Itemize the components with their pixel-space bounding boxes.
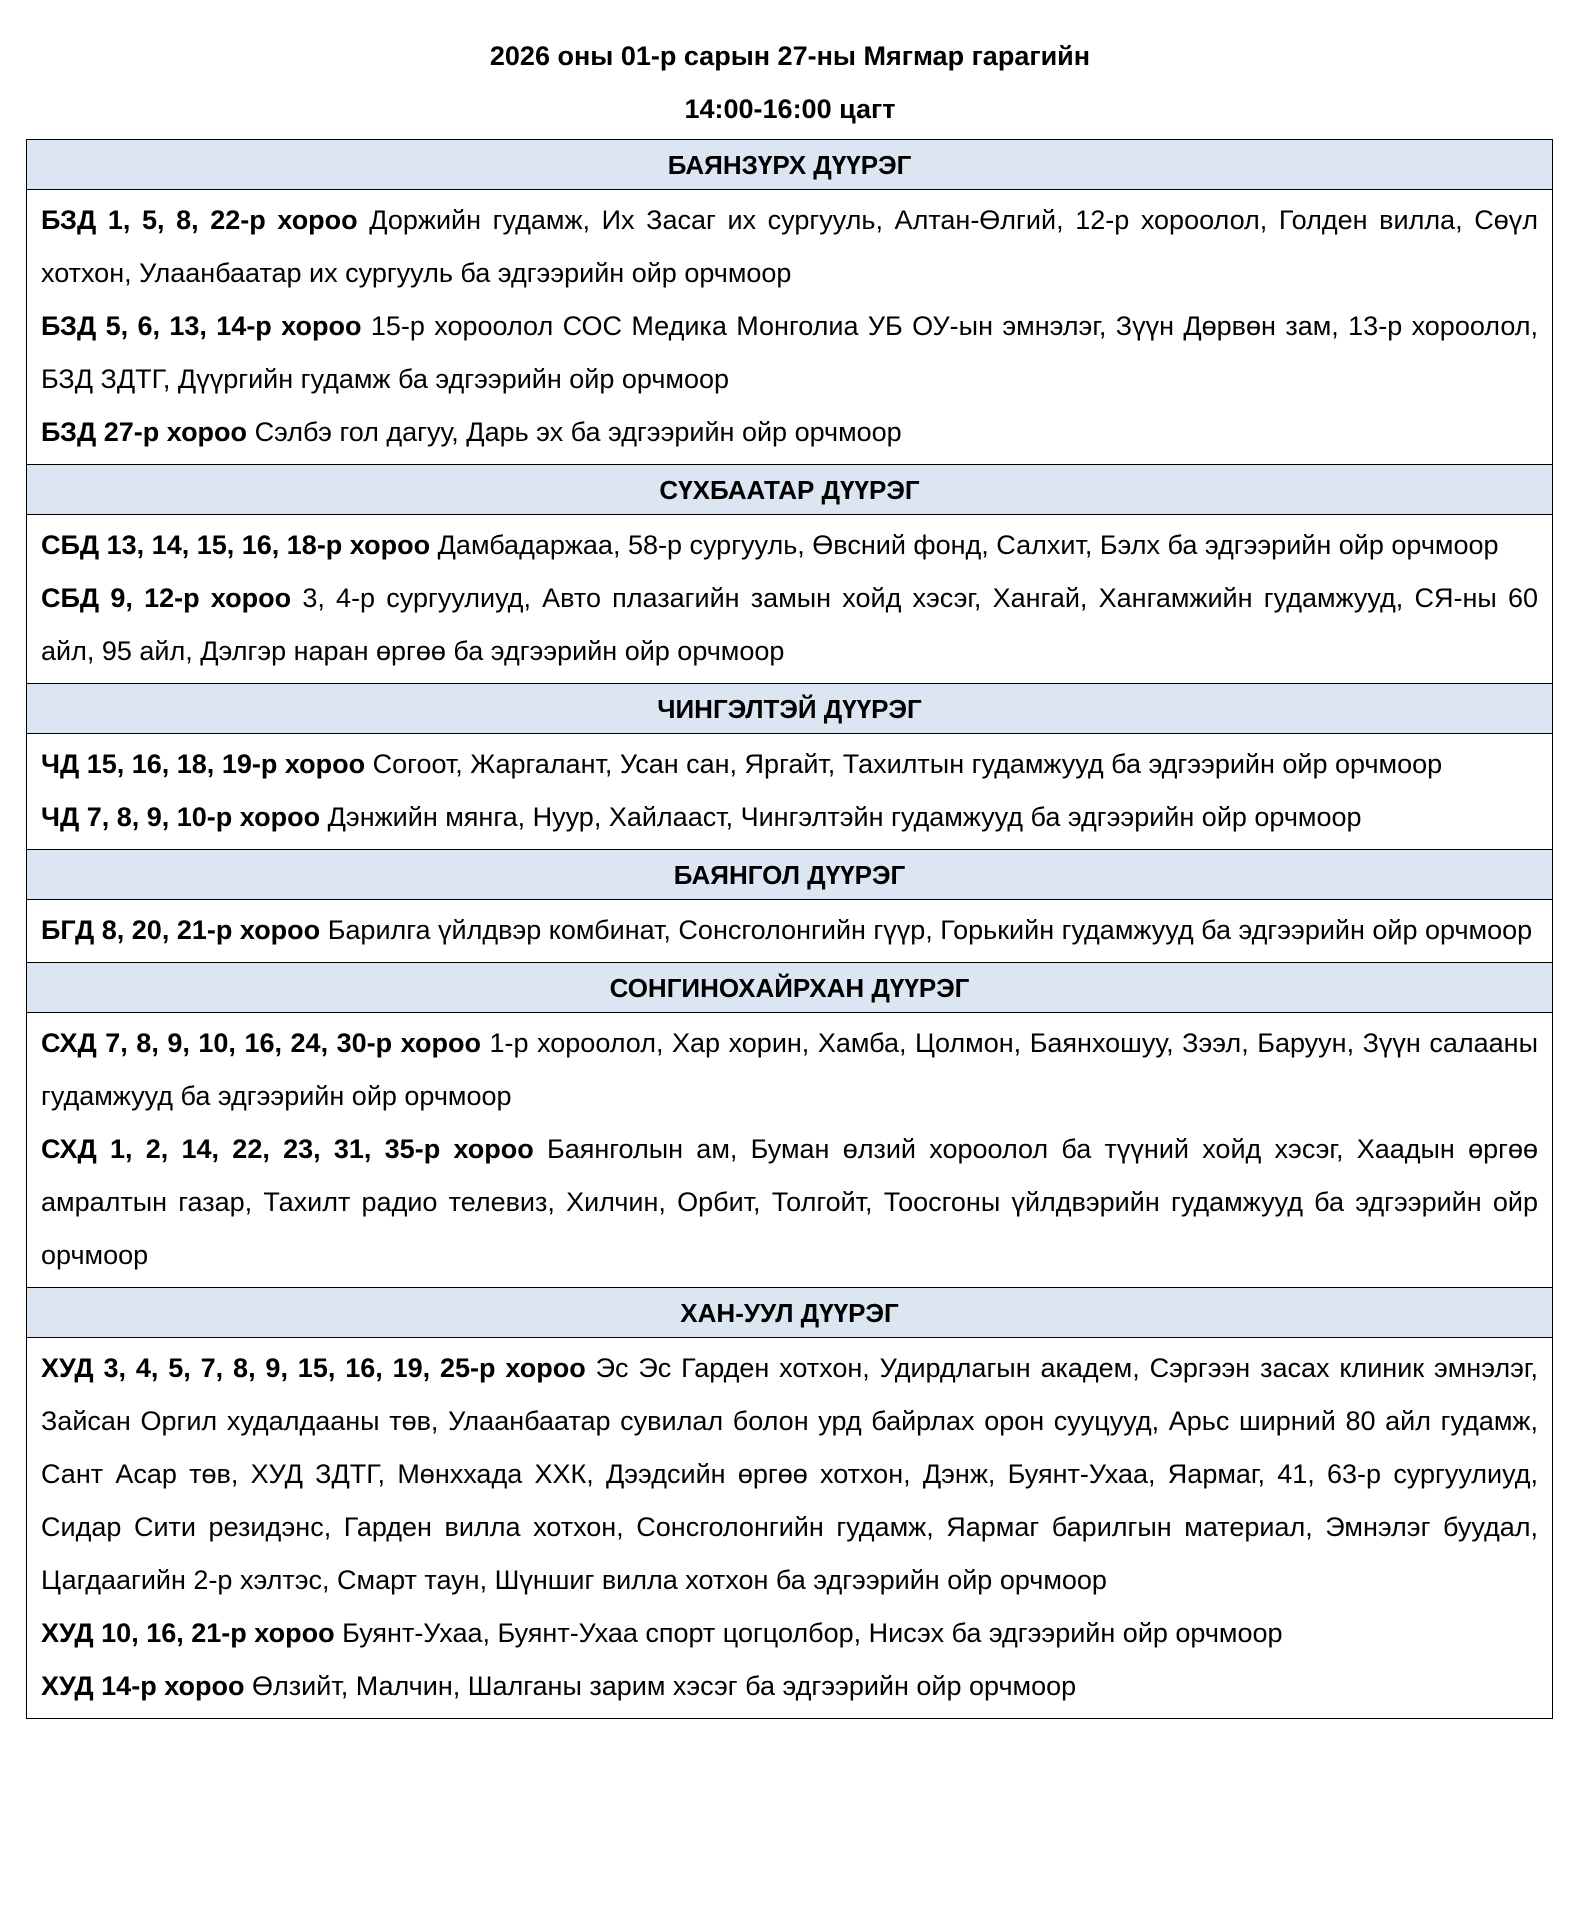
list-item	[41, 1017, 1538, 1123]
schedule-table	[26, 139, 1553, 1719]
list-item	[41, 1607, 1538, 1660]
district-header-sukhbaatar: СҮХБААТАР ДҮҮРЭГ	[27, 465, 1552, 515]
list-item	[41, 194, 1538, 300]
list-item	[41, 738, 1538, 791]
entry-text: Дамбадаржаа, 58-р сургууль, Өвсний фонд, Салхит, Бэлх ба эдгээрийн ойр орчмоор	[437, 530, 1499, 560]
entry-head: БЗД 27-р хороо	[41, 417, 248, 447]
entry-head: БЗД 1, 5, 8, 22-р хороо	[41, 205, 358, 235]
entry-head: СХД 7, 8, 9, 10, 16, 24, 30-р хороо	[41, 1028, 481, 1058]
district-header-chingeltei: ЧИНГЭЛТЭЙ ДҮҮРЭГ	[27, 684, 1552, 734]
entry-head: БГД 8, 20, 21-р хороо	[41, 915, 321, 945]
list-item	[41, 1123, 1538, 1282]
date-line: 2026 оны 01-р сарын 27-ны Мягмар гарагийн	[489, 41, 1091, 71]
district-header-bayangol: БАЯНГОЛ ДҮҮРЭГ	[27, 850, 1552, 900]
list-item	[41, 1342, 1538, 1607]
time-line: 14:00-16:00 цагт	[684, 94, 896, 124]
list-item	[41, 519, 1538, 572]
entry-head: ЧД 15, 16, 18, 19-р хороо	[41, 749, 366, 779]
district-header-songinokhairkhan: СОНГИНОХАЙРХАН ДҮҮРЭГ	[27, 963, 1552, 1013]
list-item	[41, 791, 1538, 844]
district-body-khan-uul	[27, 1338, 1552, 1718]
entry-head: ЧД 7, 8, 9, 10-р хороо	[41, 802, 321, 832]
district-body-songinokhairkhan	[27, 1013, 1552, 1288]
entry-text: Баянголын ам, Буман өлзий хороолол ба түүний хойд хэсэг, Хаадын өргөө амралтын газар, Тахилт радио телевиз, Хилчин, Орбит, Толгойт, Тоосгоны үйлдвэрийн гудамжууд ба эдгээрийн ойр орчмоор	[41, 1134, 1538, 1270]
list-item	[41, 572, 1538, 678]
entry-text: Согоот, Жаргалант, Усан сан, Яргайт, Тахилтын гудамжууд ба эдгээрийн ойр орчмоор	[372, 749, 1443, 779]
entry-text: 1-р хороолол, Хар хорин, Хамба, Цолмон, Баянхошуу, Зээл, Баруун, Зүүн салааны гудамжууд ба эдгээрийн ойр орчмоор	[41, 1028, 1538, 1111]
district-body-chingeltei	[27, 734, 1552, 850]
district-body-sukhbaatar	[27, 515, 1552, 684]
entry-head: ХУД 14-р хороо	[41, 1671, 245, 1701]
page-header	[0, 30, 1580, 136]
entry-text: Доржийн гудамж, Их Засаг их сургууль, Алтан-Өлгий, 12-р хороолол, Голден вилла, Сөүл хотхон, Улаанбаатар их сургууль ба эдгээрийн ойр орчмоор	[41, 205, 1538, 288]
entry-text: Өлзийт, Малчин, Шалганы зарим хэсэг ба эдгээрийн ойр орчмоор	[252, 1671, 1077, 1701]
entry-text: Сэлбэ гол дагуу, Дарь эх ба эдгээрийн ойр орчмоор	[254, 417, 902, 447]
entry-text: Эс Эс Гарден хотхон, Удирдлагын академ, Сэргээн засах клиник эмнэлэг, Зайсан Оргил худалдааны төв, Улаанбаатар сувилал болон урд байрлах орон сууцууд, Арьс ширний 80 айл гудамж, Сант Асар төв, ХУД ЗДТГ, Мөнххада ХХК, Дээдсийн өргөө хотхон, Дэнж, Буянт-Ухаа, Яармаг, 41, 63-р сургуулиуд, Сидар Сити резидэнс, Гарден вилла хотхон, Сонсголонгийн гудамж, Яармаг барилгын материал, Эмнэлэг буудал, Цагдаагийн 2-р хэлтэс, Смарт таун, Шүншиг вилла хотхон ба эдгээрийн ойр орчмоор	[41, 1353, 1538, 1595]
entry-head: СБД 9, 12-р хороо	[41, 583, 292, 613]
entry-text: 15-р хороолол СОС Медика Монголиа УБ ОУ-ын эмнэлэг, Зүүн Дөрвөн зам, 13-р хороолол, БЗД ЗДТГ, Дүүргийн гудамж ба эдгээрийн ойр орчмоор	[41, 311, 1538, 394]
entry-text: Барилга үйлдвэр комбинат, Сонсголонгийн гүүр, Горькийн гудамжууд ба эдгээрийн ойр орчмоор	[327, 915, 1533, 945]
entry-text: Дэнжийн мянга, Нуур, Хайлааст, Чингэлтэйн гудамжууд ба эдгээрийн ойр орчмоор	[327, 802, 1362, 832]
entry-text: 3, 4-р сургуулиуд, Авто плазагийн замын хойд хэсэг, Хангай, Хангамжийн гудамжууд, СЯ-ны 60 айл, 95 айл, Дэлгэр наран өргөө ба эдгээрийн ойр орчмоор	[41, 583, 1538, 666]
district-body-bayangol	[27, 900, 1552, 963]
entry-head: ХУД 3, 4, 5, 7, 8, 9, 15, 16, 19, 25-р хороо	[41, 1353, 586, 1383]
list-item	[41, 300, 1538, 406]
list-item	[41, 904, 1538, 957]
entry-head: СХД 1, 2, 14, 22, 23, 31, 35-р хороо	[41, 1134, 534, 1164]
entry-head: БЗД 5, 6, 13, 14-р хороо	[41, 311, 362, 341]
entry-head: СБД 13, 14, 15, 16, 18-р хороо	[41, 530, 431, 560]
entry-head: ХУД 10, 16, 21-р хороо	[41, 1618, 335, 1648]
list-item	[41, 1660, 1538, 1713]
district-header-khan-uul: ХАН-УУЛ ДҮҮРЭГ	[27, 1288, 1552, 1338]
district-body-bayanzurkh	[27, 190, 1552, 465]
list-item	[41, 406, 1538, 459]
entry-text: Буянт-Ухаа, Буянт-Ухаа спорт цогцолбор, Нисэх ба эдгээрийн ойр орчмоор	[342, 1618, 1283, 1648]
district-header-bayanzurkh: БАЯНЗҮРХ ДҮҮРЭГ	[27, 140, 1552, 190]
